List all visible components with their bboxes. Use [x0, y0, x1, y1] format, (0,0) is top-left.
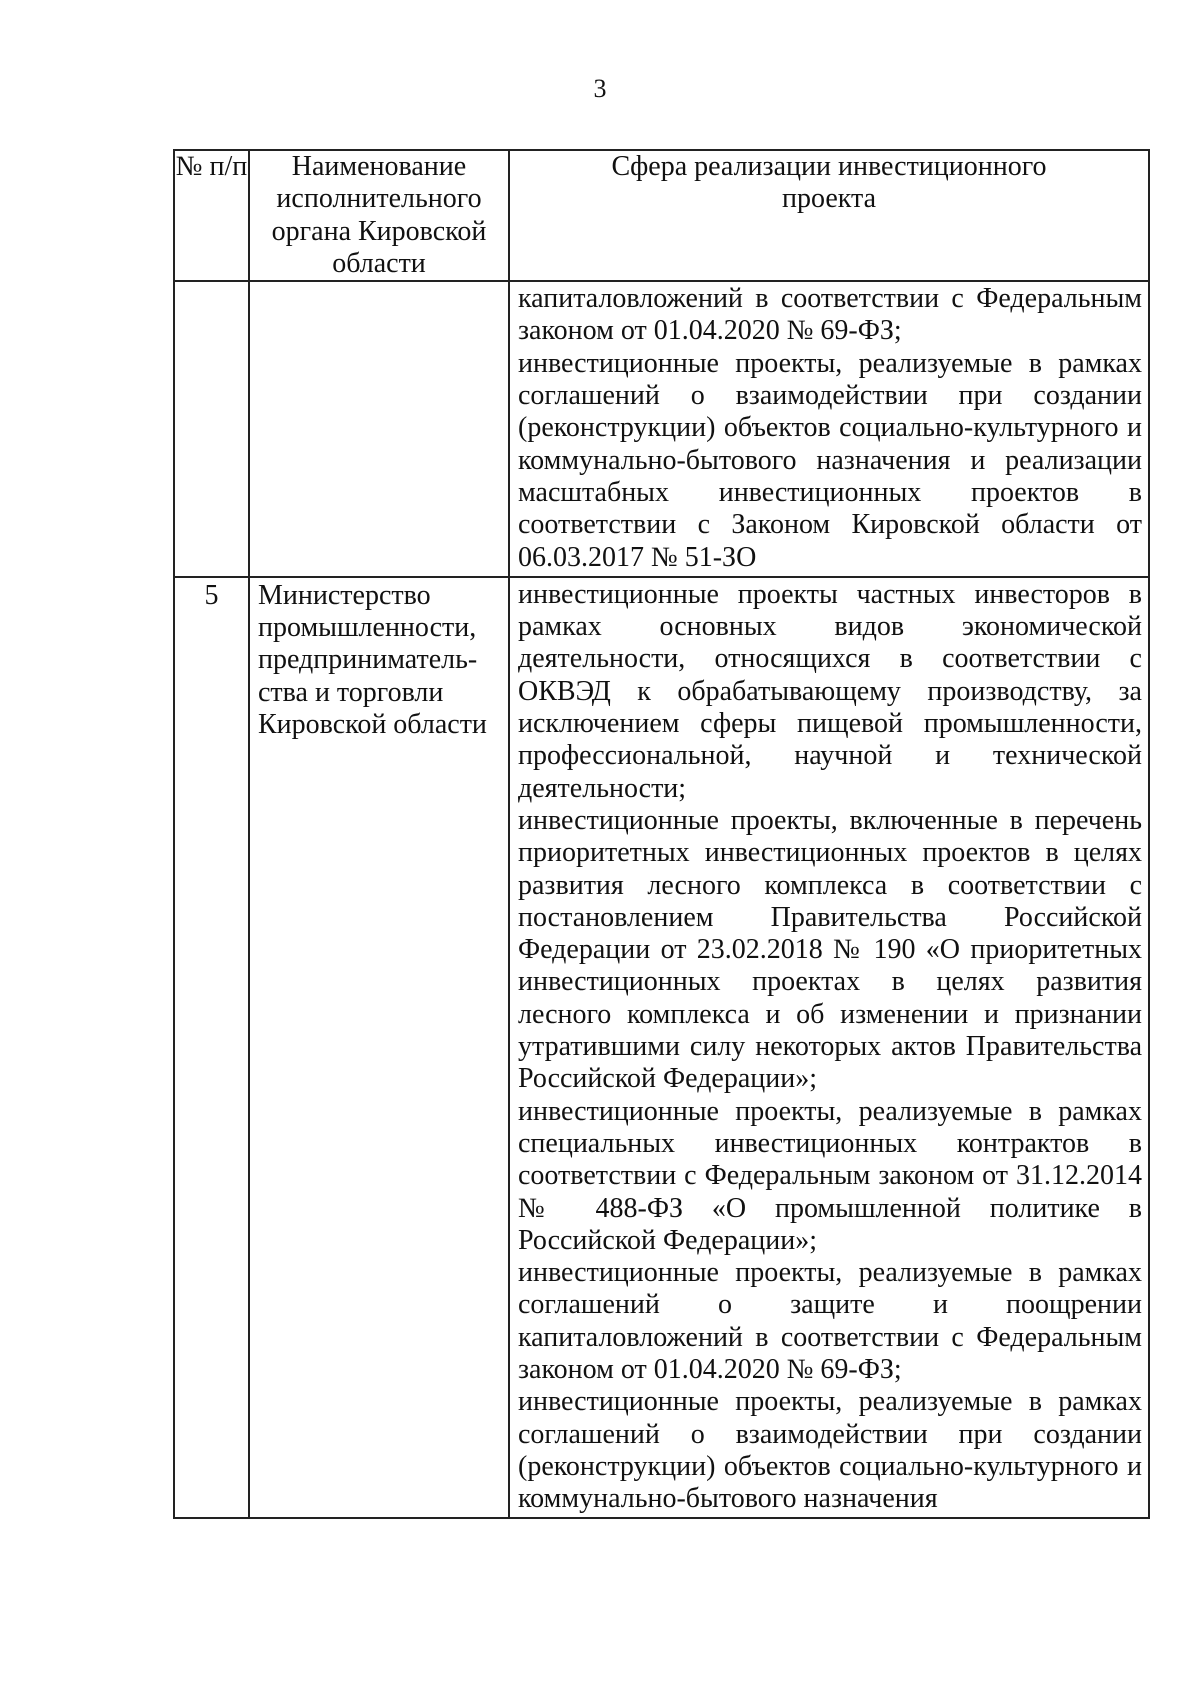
header-num: № п/п: [174, 150, 249, 281]
row-sphere: [509, 577, 1149, 1519]
row-num: 5: [174, 577, 249, 1519]
sphere-paragraph: инвестиционные проекты частных инвесторов в рамках основных видов экономической деятельности, относящихся в соответствии с ОКВЭД к обрабатывающему производству, за исключением сферы пищевой промышленности, профессиональной, научной и технической деятельности;: [518, 578, 1142, 804]
table-row: [174, 577, 1149, 1519]
row-org: Министерство промышленности, предприниматель-ства и торговли Кировской области: [249, 577, 509, 1519]
sphere-paragraph: капиталовложений в соответствии с Федеральным законом от 01.04.2020 № 69-ФЗ;: [518, 283, 1142, 347]
investment-sphere-table: [173, 149, 1150, 1519]
sphere-paragraph: инвестиционные проекты, реализуемые в рамках соглашений о взаимодействии при создании (реконструкции) объектов социально-культурного и коммунально-бытового назначения: [518, 1386, 1142, 1515]
row-num: [174, 281, 249, 577]
row-org: [249, 281, 509, 577]
table-row: [174, 281, 1149, 577]
sphere-paragraph: инвестиционные проекты, реализуемые в рамках специальных инвестиционных контрактов в соответствии с Федеральным законом от 31.12.2014 № 488-ФЗ «О промышленной политике в Российской Федерации»;: [518, 1095, 1142, 1256]
sphere-paragraph: инвестиционные проекты, реализуемые в рамках соглашений о взаимодействии при создании (реконструкции) объектов социально-культурного и коммунально-бытового назначения и реализации масштабных инвестиционных проектов в соответствии с Законом Кировской области от 06.03.2017 № 51-ЗО: [518, 347, 1142, 573]
sphere-paragraph: инвестиционные проекты, реализуемые в рамках соглашений о защите и поощрении капиталовложений в соответствии с Федеральным законом от 01.04.2020 № 69-ФЗ;: [518, 1257, 1142, 1385]
sphere-paragraph: инвестиционные проекты, включенные в перечень приоритетных инвестиционных проектов в целях развития лесного комплекса в соответствии с постановлением Правительства Российской Федерации от 23.02.2018 № 190 «О приоритетных инвестиционных проектах в целях развития лесного комплекса и об изменении и признании утратившими силу некоторых актов Правительства Российской Федерации»;: [518, 804, 1142, 1095]
header-sphere: Сфера реализации инвестиционного проекта: [509, 150, 1149, 281]
header-org: Наименование исполнительного органа Кировской области: [249, 150, 509, 281]
page-number: 3: [593, 74, 607, 103]
row-sphere: [509, 281, 1149, 577]
table-header-row: [174, 150, 1149, 281]
